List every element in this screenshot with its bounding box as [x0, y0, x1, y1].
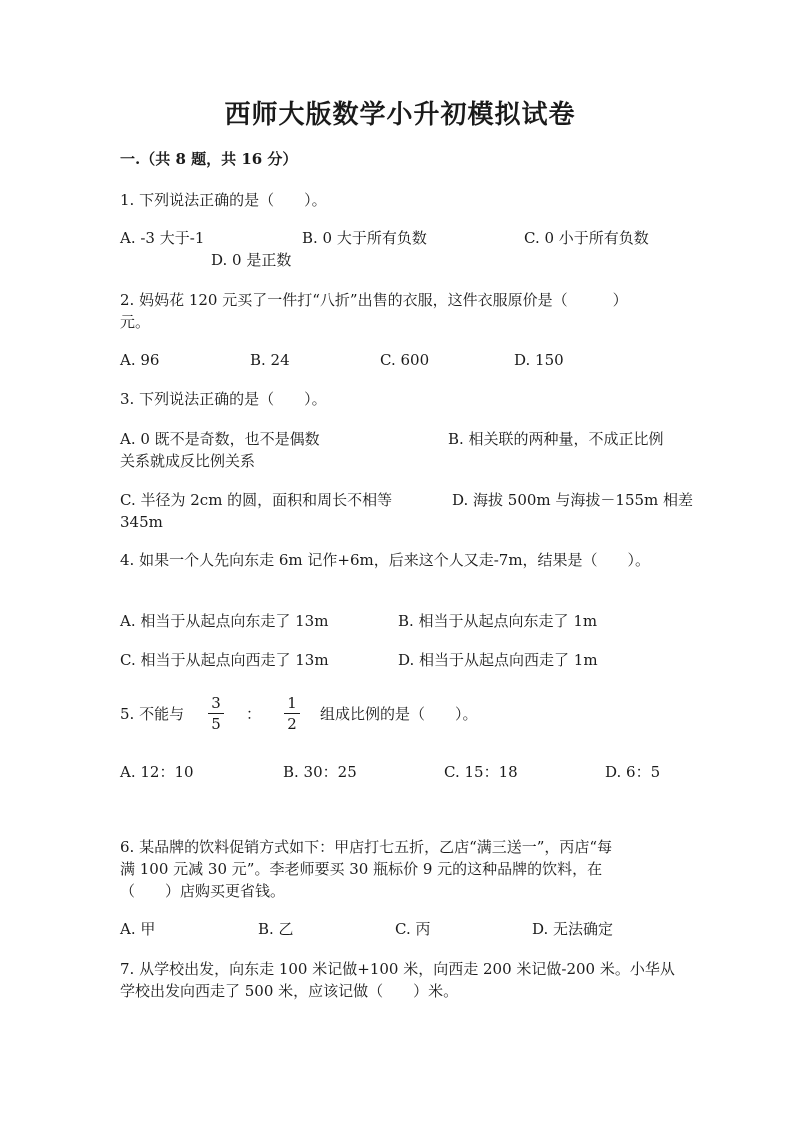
question-6-stem-line-1: 6. 某品牌的饮料促销方式如下：甲店打七五折，乙店“满三送一”，丙店“每 — [120, 838, 613, 856]
question-3-option-d-line-2[interactable]: 345m — [120, 513, 163, 531]
question-5-fraction-1 — [208, 694, 224, 733]
question-2-option-c[interactable]: C. 600 — [380, 351, 430, 369]
question-5-option-c[interactable]: C. 15：18 — [444, 763, 518, 781]
question-1-stem: 1. 下列说法正确的是（ ）。 — [120, 191, 327, 209]
page-title: 西师大版数学小升初模拟试卷 — [224, 100, 576, 130]
question-6-option-c[interactable]: C. 丙 — [395, 920, 431, 938]
question-6-stem-line-2: 满 100 元减 30 元”。李老师要买 30 瓶标价 9 元的这种品牌的饮料，在 — [120, 860, 603, 878]
question-4-option-d[interactable]: D. 相当于从起点向西走了 1m — [398, 651, 598, 669]
question-1-option-b[interactable]: B. 0 大于所有负数 — [302, 229, 427, 247]
question-7-stem-line-2: 学校出发向西走了 500 米，应该记做（ ）米。 — [120, 982, 459, 1000]
question-1-option-c[interactable]: C. 0 小于所有负数 — [524, 229, 649, 247]
question-2-option-b[interactable]: B. 24 — [250, 351, 290, 369]
question-1-option-a[interactable]: A. -3 大于-1 — [120, 229, 205, 247]
question-4-stem: 4. 如果一个人先向东走 6m 记作+6m，后来这个人又走-7m，结果是（ ）。 — [120, 551, 651, 569]
fraction-1-denominator: 5 — [211, 715, 221, 733]
fraction-2-denominator: 2 — [287, 715, 297, 733]
question-4-option-c[interactable]: C. 相当于从起点向西走了 13m — [120, 651, 329, 669]
question-5-stem-suffix: 组成比例的是（ ）。 — [320, 705, 478, 723]
question-7-stem-line-1: 7. 从学校出发，向东走 100 米记做+100 米，向西走 200 米记做-200 米。小华从 — [120, 960, 675, 978]
question-5-colon: ： — [246, 705, 262, 723]
question-5-option-b[interactable]: B. 30：25 — [283, 763, 357, 781]
question-5-stem-prefix: 5. 不能与 — [120, 705, 185, 723]
question-1-option-d[interactable]: D. 0 是正数 — [211, 251, 292, 269]
question-3-option-a[interactable]: A. 0 既不是奇数，也不是偶数 — [120, 430, 320, 448]
question-5-option-a[interactable]: A. 12：10 — [120, 763, 194, 781]
question-3-option-b-line-1[interactable]: B. 相关联的两种量，不成正比例 — [448, 430, 664, 448]
question-4-option-a[interactable]: A. 相当于从起点向东走了 13m — [120, 612, 329, 630]
fraction-1-numerator: 3 — [211, 694, 221, 712]
question-3-stem: 3. 下列说法正确的是（ ）。 — [120, 390, 327, 408]
section-heading: 一.（共 8 题，共 16 分） — [120, 150, 298, 168]
question-6-option-d[interactable]: D. 无法确定 — [532, 920, 614, 938]
question-2-stem-line-2: 元。 — [120, 313, 151, 331]
question-5-fraction-2 — [284, 694, 300, 733]
question-2-option-d[interactable]: D. 150 — [514, 351, 564, 369]
fraction-1-bar — [208, 713, 224, 714]
question-3-option-d-line-1[interactable]: D. 海拔 500m 与海拔－155m 相差 — [452, 491, 694, 509]
question-6-stem-line-3: （ ）店购买更省钱。 — [120, 882, 286, 900]
question-4-option-b[interactable]: B. 相当于从起点向东走了 1m — [398, 612, 598, 630]
question-5-option-d[interactable]: D. 6：5 — [605, 763, 661, 781]
question-6-option-b[interactable]: B. 乙 — [258, 920, 294, 938]
question-2-stem-line-1: 2. 妈妈花 120 元买了一件打“八折”出售的衣服，这件衣服原价是（ ） — [120, 291, 628, 309]
question-3-option-b-line-2[interactable]: 关系就成反比例关系 — [120, 452, 256, 470]
question-2-option-a[interactable]: A. 96 — [120, 351, 160, 369]
question-3-option-c[interactable]: C. 半径为 2cm 的圆，面积和周长不相等 — [120, 491, 393, 509]
question-6-option-a[interactable]: A. 甲 — [120, 920, 156, 938]
fraction-2-numerator: 1 — [287, 694, 297, 712]
fraction-2-bar — [284, 713, 300, 714]
